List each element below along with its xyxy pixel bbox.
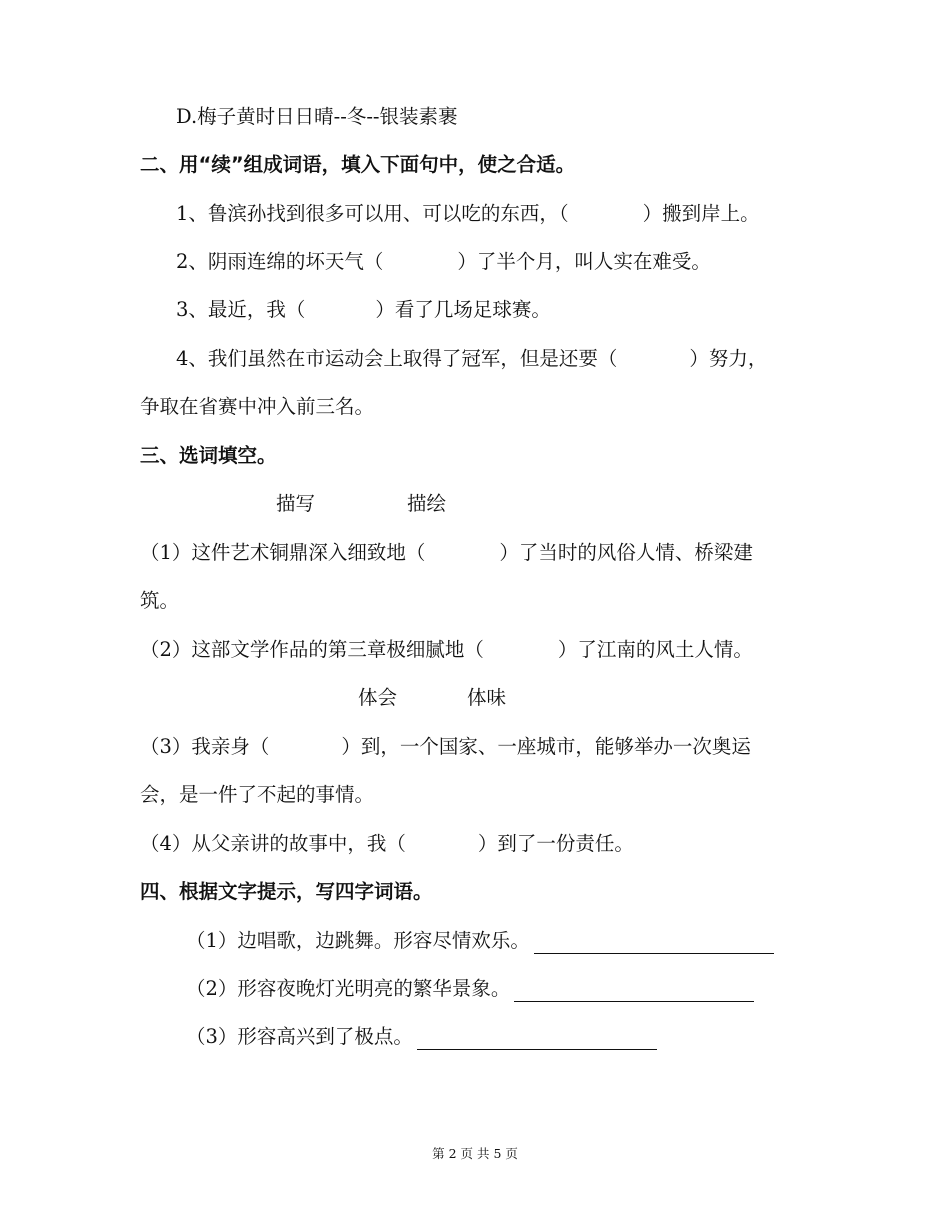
section-2-title: 二、用“续”组成词语，填入下面句中，使之合适。 xyxy=(140,153,576,176)
question-2-4-text-start: 4、我们虽然在市运动会上取得了冠军，但是还要（ xyxy=(176,347,618,370)
question-4-1-text: （1）边唱歌，边跳舞。形容尽情欢乐。 xyxy=(186,929,530,952)
option-d: D.梅子黄时日日晴--冬--银装素裹 xyxy=(176,105,458,128)
question-2-4 xyxy=(176,346,767,372)
question-2-1-text-start: 1、鲁滨孙找到很多可以用、可以吃的东西，（ xyxy=(176,202,569,225)
question-3-3 xyxy=(140,734,751,760)
question-3-1-continued: 筑。 xyxy=(140,589,180,612)
question-3-2 xyxy=(140,637,753,663)
question-4-2-text: （2）形容夜晚灯光明亮的繁华景象。 xyxy=(186,977,511,1000)
question-3-4 xyxy=(140,831,634,857)
question-3-4-text-end: ）到了一份责任。 xyxy=(477,832,634,855)
question-4-3 xyxy=(186,1024,657,1050)
question-2-4-continued: 争取在省赛中冲入前三名。 xyxy=(140,395,375,418)
question-3-1-text-end: ）了当时的风俗人情、桥梁建 xyxy=(499,541,753,564)
answer-line[interactable] xyxy=(417,1027,657,1050)
question-4-3-text: （3）形容高兴到了极点。 xyxy=(186,1025,413,1048)
question-2-1-text-end: ）搬到岸上。 xyxy=(642,202,760,225)
question-2-2-text-start: 2、阴雨连绵的坏天气（ xyxy=(176,250,384,273)
word-choice-tiwei: 体味 xyxy=(467,686,507,709)
question-2-3-text-end: ）看了几场足球赛。 xyxy=(375,298,551,321)
question-3-3-text-end: ）到，一个国家、一座城市，能够举办一次奥运 xyxy=(341,735,751,758)
question-3-2-text-start: （2）这部文学作品的第三章极细腻地（ xyxy=(140,638,484,661)
section-4-title: 四、根据文字提示，写四字词语。 xyxy=(140,880,433,903)
word-choice-miaoxie: 描写 xyxy=(276,492,316,515)
question-3-3-text-start: （3）我亲身（ xyxy=(140,735,270,758)
question-2-4-text-end: ）努力， xyxy=(689,347,768,370)
word-choice-tihui: 体会 xyxy=(358,686,398,709)
question-4-2 xyxy=(186,976,754,1002)
answer-line[interactable] xyxy=(514,979,754,1002)
question-2-2 xyxy=(176,249,711,275)
question-2-3 xyxy=(176,297,551,323)
question-2-2-text-end: ）了半个月，叫人实在难受。 xyxy=(457,250,711,273)
answer-line[interactable] xyxy=(534,931,774,954)
question-3-1-text-start: （1）这件艺术铜鼎深入细致地（ xyxy=(140,541,426,564)
question-3-2-text-end: ）了江南的风土人情。 xyxy=(557,638,753,661)
question-3-4-text-start: （4）从父亲讲的故事中，我（ xyxy=(140,832,406,855)
question-3-1 xyxy=(140,540,753,566)
word-choice-miaohui: 描绘 xyxy=(407,492,447,515)
question-2-3-text-start: 3、最近，我（ xyxy=(176,298,306,321)
question-3-3-continued: 会，是一件了不起的事情。 xyxy=(140,783,375,806)
question-2-1 xyxy=(176,201,760,227)
section-3-title: 三、选词填空。 xyxy=(140,444,277,467)
page-footer: 第 2 页 共 5 页 xyxy=(432,1146,518,1161)
question-4-1 xyxy=(186,928,774,954)
